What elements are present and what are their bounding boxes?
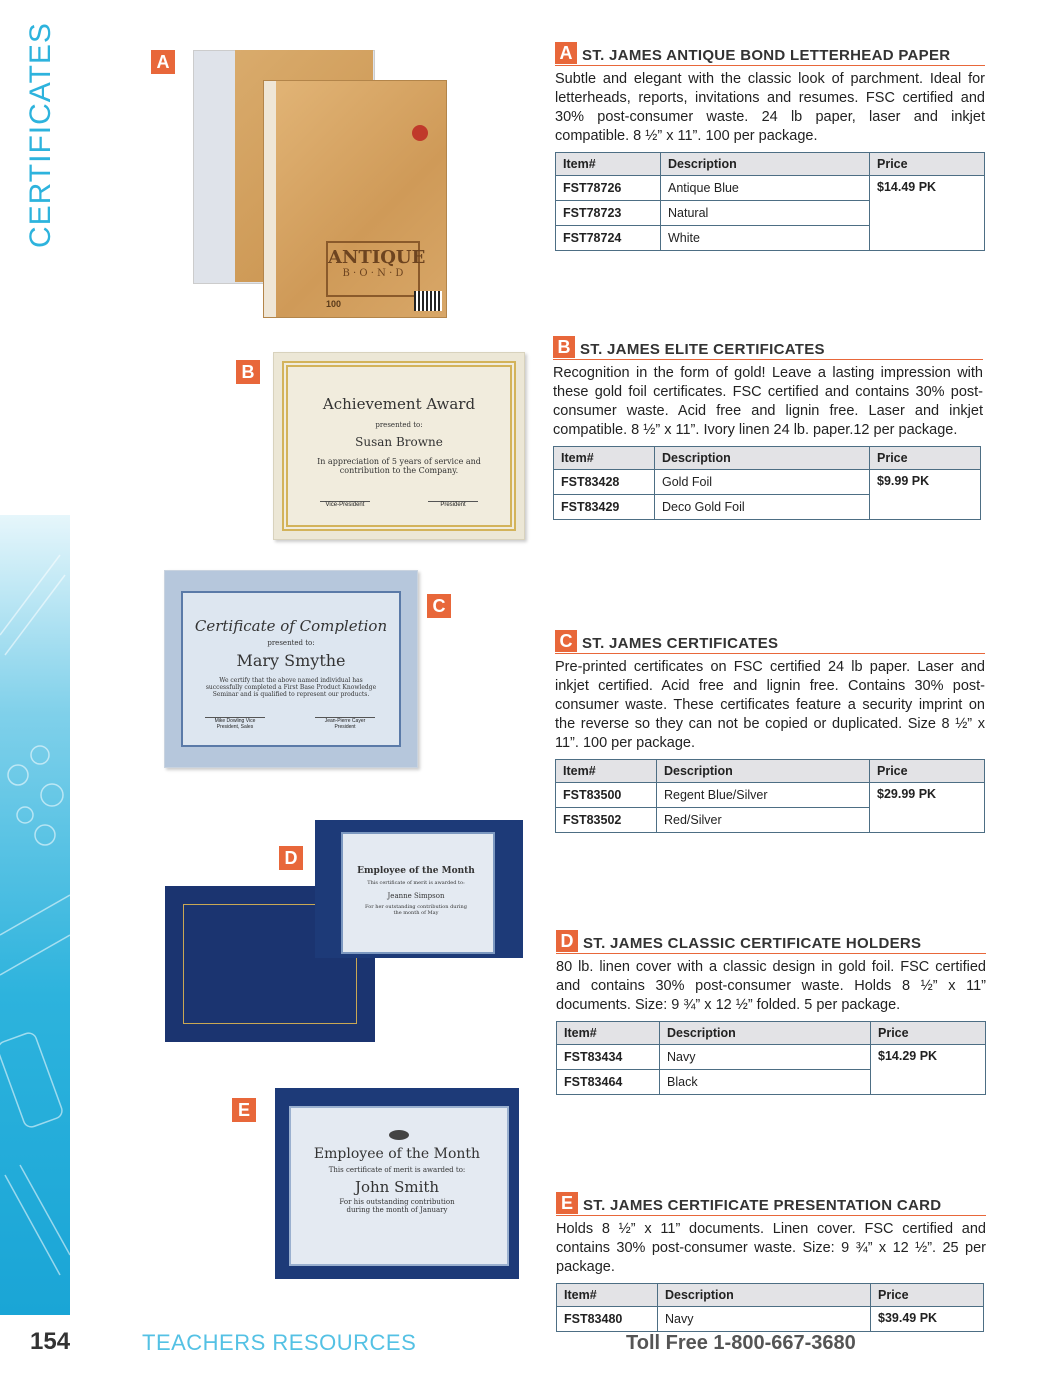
item-description: Regent Blue/Silver: [657, 783, 870, 808]
col-item: Item#: [554, 447, 655, 470]
product-e-title: ST. JAMES CERTIFICATE PRESENTATION CARD: [583, 1197, 942, 1214]
col-price: Price: [870, 447, 981, 470]
col-description: Description: [657, 760, 870, 783]
product-c-description: Pre-printed certificates on FSC certified 24 lb paper. Laser and inkjet certified. Acid free and lignin free. Contains 30% post-consumer waste. These certificates feature a security imprint on the reverse so they can not be copied or duplicated. Size 8 ½” x 11”. 100 per package.: [555, 659, 985, 751]
seal-icon: [412, 125, 428, 141]
item-price: $14.29 PK: [871, 1045, 986, 1095]
product-a-description: Subtle and elegant with the classic look of parchment. Ideal for letterheads, reports, invitations and resumes. FSC certified and 30% post-consumer waste. 24 lb paper, laser and inkjet compatible. 8 ½” x 11”. 100 per package.: [555, 71, 985, 144]
footer-section-title: TEACHERS RESOURCES: [142, 1330, 417, 1355]
cert-e-name: John Smith: [354, 1178, 440, 1196]
product-a-letter: A: [555, 42, 577, 64]
cert-d-name: Jeanne Simpson: [387, 892, 445, 900]
product-e-table: [556, 1283, 984, 1332]
item-description: Deco Gold Foil: [655, 495, 870, 520]
item-number: FST78726: [556, 176, 661, 201]
item-description: Gold Foil: [655, 470, 870, 495]
cert-d-line1: This certificate of merit is awarded to:: [367, 880, 465, 886]
antique-bond-paper-image: [193, 50, 445, 316]
item-number: FST83502: [556, 808, 657, 833]
item-number: FST83428: [554, 470, 655, 495]
cert-c-title: Certificate of Completion: [194, 617, 388, 635]
cert-d-line2: For her outstanding contribution during the month of May: [365, 904, 467, 916]
sidebar-title: CERTIFICATES: [24, 22, 57, 248]
cert-c-presented: presented to:: [267, 639, 315, 647]
page-number: 154: [30, 1328, 71, 1355]
item-price: $29.99 PK: [870, 783, 985, 833]
item-number: FST83429: [554, 495, 655, 520]
table-row: [557, 1045, 986, 1070]
elite-certificate-image: [273, 352, 525, 540]
cert-b-sig-right: President: [428, 501, 478, 508]
item-number: FST83434: [557, 1045, 660, 1070]
product-a-table: [555, 152, 985, 251]
label-a: A: [151, 50, 175, 74]
certificate-holders-image: [165, 820, 523, 1042]
table-row: [557, 1307, 984, 1332]
item-price: $14.49 PK: [870, 176, 985, 251]
item-description: Navy: [660, 1045, 871, 1070]
col-price: Price: [871, 1284, 984, 1307]
cert-c-sig-right: Jean-Pierre Cayer President: [315, 717, 375, 730]
sidebar-decoration: [0, 515, 70, 1315]
item-number: FST83480: [557, 1307, 658, 1332]
item-number: FST78724: [556, 226, 661, 251]
cert-b-name: Susan Browne: [355, 435, 443, 449]
item-number: FST83464: [557, 1070, 660, 1095]
product-a: [555, 42, 985, 251]
product-b-table: [553, 446, 981, 520]
col-description: Description: [655, 447, 870, 470]
product-e-description: Holds 8 ½” x 11” documents. Linen cover. FSC certified and contains 30% post-consumer waste. Size: 9 ¾” x 12 ½”. 25 per package.: [556, 1221, 986, 1275]
item-price: $39.49 PK: [871, 1307, 984, 1332]
product-b-description: Recognition in the form of gold! Leave a lasting impression with these gold foil certificates. FSC certified and contains 30% post-consumer waste. Acid free and lignin free. Laser and inkjet compatible. 8 ½” x 11”. Ivory linen 24 lb. paper.12 per package.: [553, 365, 983, 438]
table-row: [556, 176, 985, 201]
cert-b-title: Achievement Award: [322, 395, 476, 413]
barcode-icon: [414, 291, 442, 311]
product-d-letter: D: [556, 930, 578, 952]
cert-e-line1: This certificate of merit is awarded to:: [328, 1166, 466, 1174]
col-price: Price: [870, 760, 985, 783]
product-e-letter: E: [556, 1192, 578, 1214]
item-price: $9.99 PK: [870, 470, 981, 520]
product-d-header: [556, 930, 986, 954]
item-description: Red/Silver: [657, 808, 870, 833]
cert-b-body: In appreciation of 5 years of service and contribution to the Company.: [317, 457, 481, 475]
table-header-row: [556, 153, 985, 176]
col-item: Item#: [557, 1284, 658, 1307]
product-d-title: ST. JAMES CLASSIC CERTIFICATE HOLDERS: [583, 935, 922, 952]
product-c-header: [555, 630, 985, 654]
school-supplies-pattern: [0, 515, 70, 1315]
col-item: Item#: [557, 1022, 660, 1045]
product-c-letter: C: [555, 630, 577, 652]
table-row: [554, 470, 981, 495]
col-price: Price: [870, 153, 985, 176]
footer-phone: Toll Free 1-800-667-3680: [626, 1332, 856, 1354]
table-header-row: [554, 447, 981, 470]
col-price: Price: [871, 1022, 986, 1045]
col-item: Item#: [556, 153, 661, 176]
item-description: Natural: [661, 201, 870, 226]
cert-c-sig-left: Mike Dowling Vice President, Sales: [205, 717, 265, 730]
product-d: [556, 930, 986, 1095]
item-description: Antique Blue: [661, 176, 870, 201]
presentation-card-image: [275, 1088, 519, 1279]
table-header-row: [557, 1022, 986, 1045]
product-a-title: ST. JAMES ANTIQUE BOND LETTERHEAD PAPER: [582, 47, 951, 64]
product-e-header: [556, 1192, 986, 1216]
product-b-letter: B: [553, 336, 575, 358]
cert-b-presented: presented to:: [375, 421, 423, 429]
table-header-row: [557, 1284, 984, 1307]
product-e: [556, 1192, 986, 1332]
product-c-title: ST. JAMES CERTIFICATES: [582, 635, 779, 652]
cert-c-name: Mary Smythe: [236, 651, 346, 670]
col-description: Description: [658, 1284, 871, 1307]
col-description: Description: [661, 153, 870, 176]
product-c-table: [555, 759, 985, 833]
cert-b-sig-left: Vice-President: [320, 501, 370, 508]
item-description: Black: [660, 1070, 871, 1095]
holder-open: [315, 820, 523, 958]
label-d: D: [279, 846, 303, 870]
item-description: Navy: [658, 1307, 871, 1332]
product-a-header: [555, 42, 985, 66]
white-pack-front: [263, 80, 447, 318]
table-row: [556, 783, 985, 808]
item-number: FST78723: [556, 201, 661, 226]
emblem-icon: [389, 1130, 409, 1140]
product-b-title: ST. JAMES ELITE CERTIFICATES: [580, 341, 825, 358]
product-b: [553, 336, 983, 520]
pack-count: 100: [326, 299, 342, 309]
label-c: C: [427, 594, 451, 618]
product-d-description: 80 lb. linen cover with a classic design in gold foil. FSC certified and contains 30% post-consumer waste. Holds 8 ½” x 11” documents. Size: 9 ¾” x 12 ½” folded. 5 per package.: [556, 959, 986, 1013]
table-header-row: [556, 760, 985, 783]
cert-e-line2: For his outstanding contribution during the month of January: [339, 1198, 455, 1214]
label-b: B: [236, 360, 260, 384]
antique-bond-logo: ANTIQUE B · O · N · D: [326, 241, 420, 297]
cert-e-title: Employee of the Month: [313, 1146, 481, 1162]
certificate-of-completion-image: [164, 570, 418, 768]
col-description: Description: [660, 1022, 871, 1045]
product-b-header: [553, 336, 983, 360]
col-item: Item#: [556, 760, 657, 783]
cert-c-body: We certify that the above named individual has successfully completed a First Base Product Knowledge Seminar and is qualified to represent our products.: [205, 677, 377, 698]
label-e: E: [232, 1098, 256, 1122]
cert-d-title: Employee of the Month: [357, 866, 475, 876]
product-c: [555, 630, 985, 833]
item-description: White: [661, 226, 870, 251]
product-d-table: [556, 1021, 986, 1095]
item-number: FST83500: [556, 783, 657, 808]
